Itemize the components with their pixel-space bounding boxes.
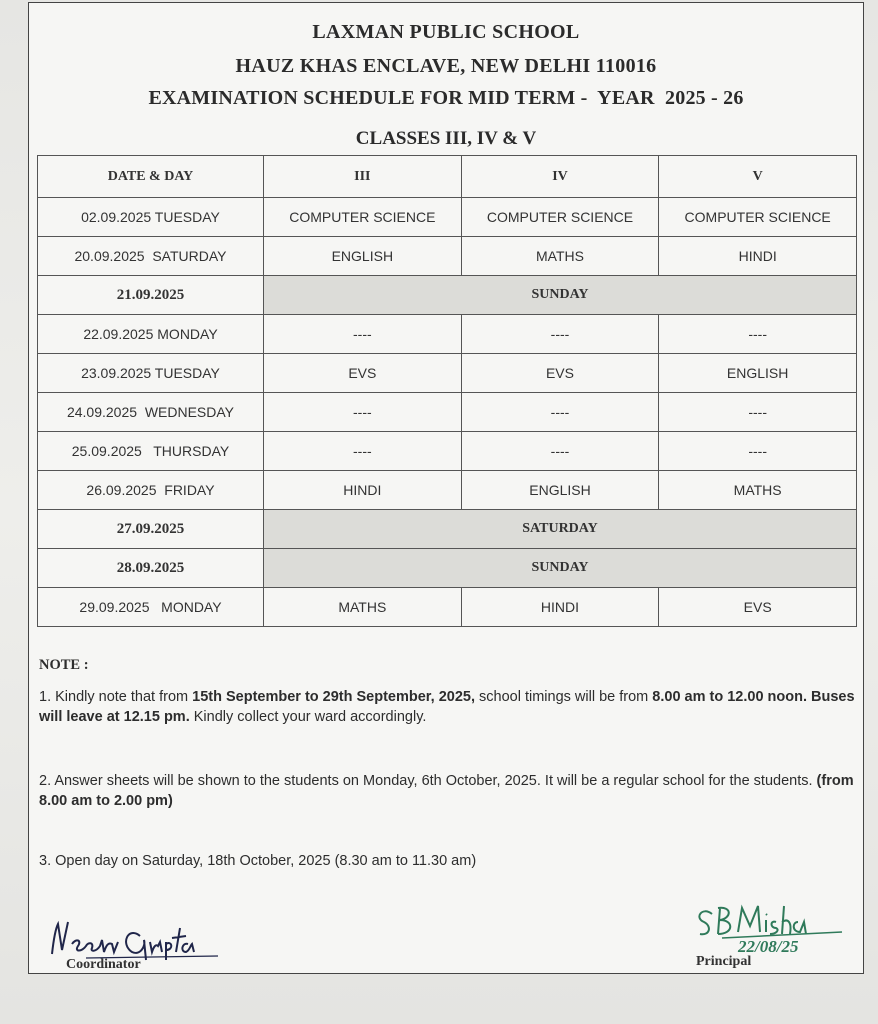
- table-row: [38, 315, 857, 354]
- note-2: [39, 771, 859, 812]
- subject-cell-class-iv: COMPUTER SCIENCE: [461, 198, 659, 237]
- school-address: HAUZ KHAS ENCLAVE, NEW DELHI 110016: [235, 55, 657, 77]
- table-header-row: [38, 156, 857, 198]
- subject-cell-class-iv: ENGLISH: [461, 471, 659, 510]
- table-row: [38, 549, 857, 588]
- coordinator-label: Coordinator: [66, 957, 141, 972]
- note-1-timings: 8.00 am to 12.00 noon. Buses will leave at 12.15 pm.: [39, 689, 855, 726]
- date-cell: 24.09.2025 WEDNESDAY: [38, 393, 264, 432]
- table-row: [38, 276, 857, 315]
- table-row: [38, 198, 857, 237]
- date-cell: 23.09.2025 TUESDAY: [38, 354, 264, 393]
- notes-title: NOTE :: [39, 657, 89, 673]
- subject-cell-class-iii: ----: [264, 393, 462, 432]
- header-class-iii: III: [264, 156, 462, 198]
- table-row: [38, 354, 857, 393]
- date-cell: 20.09.2025 SATURDAY: [38, 237, 264, 276]
- subject-cell-class-iv: ----: [461, 315, 659, 354]
- subject-cell-class-v: ----: [659, 432, 857, 471]
- subject-cell-class-iii: COMPUTER SCIENCE: [264, 198, 462, 237]
- header-date-day: DATE & DAY: [38, 156, 264, 198]
- note-2-timings: (from 8.00 am to 2.00 pm): [39, 773, 854, 810]
- subject-cell-class-iv: ----: [461, 393, 659, 432]
- note-1-dates: 15th September to 29th September, 2025,: [192, 689, 475, 705]
- notes-section: [39, 655, 859, 869]
- date-cell: 28.09.2025: [38, 549, 264, 588]
- table-row: [38, 432, 857, 471]
- table-row: [38, 588, 857, 627]
- date-cell: 21.09.2025: [38, 276, 264, 315]
- table-row: [38, 471, 857, 510]
- header-class-v: V: [659, 156, 857, 198]
- date-cell: 25.09.2025 THURSDAY: [38, 432, 264, 471]
- date-cell: 22.09.2025 MONDAY: [38, 315, 264, 354]
- header-class-iv: IV: [461, 156, 659, 198]
- subject-cell-class-v: COMPUTER SCIENCE: [659, 198, 857, 237]
- subject-cell-class-iii: MATHS: [264, 588, 462, 627]
- note-1: [39, 687, 859, 728]
- note-2-text: 2. Answer sheets will be shown to the students on Monday, 6th October, 2025. It will be a regular school for the students.: [39, 773, 817, 789]
- subject-cell-class-iv: MATHS: [461, 237, 659, 276]
- subject-cell-class-iii: ----: [264, 315, 462, 354]
- note-1-mid: school timings will be from: [475, 689, 653, 705]
- note-3: 3. Open day on Saturday, 18th October, 2025 (8.30 am to 11.30 am): [39, 853, 477, 869]
- school-name: LAXMAN PUBLIC SCHOOL: [312, 21, 580, 43]
- coordinator-signature-graphic: [48, 916, 248, 962]
- holiday-cell: SUNDAY: [264, 549, 857, 588]
- subject-cell-class-iv: ----: [461, 432, 659, 471]
- subject-cell-class-v: MATHS: [659, 471, 857, 510]
- schedule-body: [38, 198, 857, 627]
- principal-signature-date: 22/08/25: [738, 937, 799, 956]
- note-1-post: Kindly collect your ward accordingly.: [189, 709, 427, 726]
- principal-label: Principal: [696, 954, 752, 969]
- subject-cell-class-v: ----: [659, 393, 857, 432]
- table-row: [38, 393, 857, 432]
- date-cell: 02.09.2025 TUESDAY: [38, 198, 264, 237]
- classes-heading: CLASSES III, IV & V: [355, 128, 537, 149]
- holiday-cell: SATURDAY: [264, 510, 857, 549]
- subject-cell-class-iv: HINDI: [461, 588, 659, 627]
- table-row: [38, 237, 857, 276]
- subject-cell-class-iii: ----: [264, 432, 462, 471]
- date-cell: 27.09.2025: [38, 510, 264, 549]
- date-cell: 29.09.2025 MONDAY: [38, 588, 264, 627]
- schedule-title: EXAMINATION SCHEDULE FOR MID TERM - YEAR 2025 - 26: [148, 87, 744, 109]
- subject-cell-class-v: ENGLISH: [659, 354, 857, 393]
- subject-cell-class-iv: EVS: [461, 354, 659, 393]
- exam-schedule-table: [37, 155, 857, 627]
- subject-cell-class-iii: HINDI: [264, 471, 462, 510]
- principal-signature-graphic: [672, 896, 872, 956]
- table-row: [38, 510, 857, 549]
- subject-cell-class-iii: ENGLISH: [264, 237, 462, 276]
- schedule-sheet: [28, 2, 864, 974]
- principal-signature: [672, 896, 872, 961]
- holiday-cell: SUNDAY: [264, 276, 857, 315]
- subject-cell-class-v: EVS: [659, 588, 857, 627]
- subject-cell-class-iii: EVS: [264, 354, 462, 393]
- subject-cell-class-v: HINDI: [659, 237, 857, 276]
- date-cell: 26.09.2025 FRIDAY: [38, 471, 264, 510]
- subject-cell-class-v: ----: [659, 315, 857, 354]
- note-1-text: 1. Kindly note that from: [39, 689, 193, 705]
